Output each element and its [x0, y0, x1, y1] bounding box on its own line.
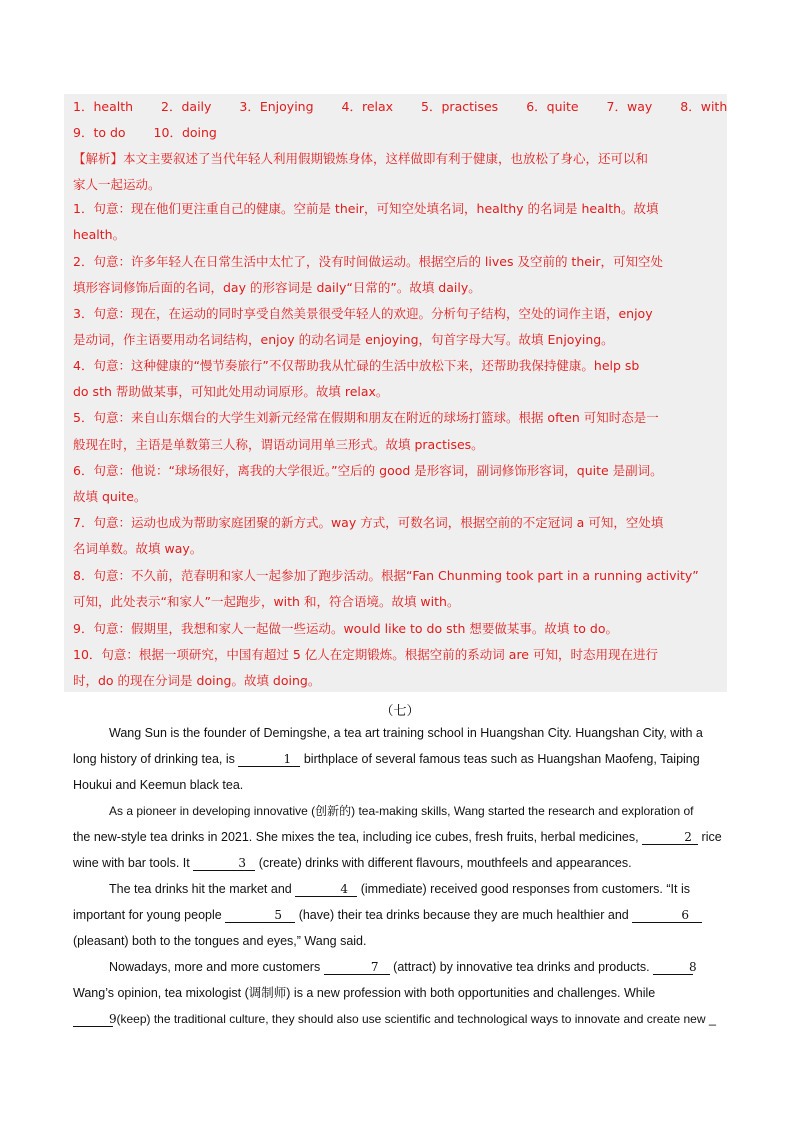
analysis-line: 【解析】本文主要叙述了当代年轻人利用假期锻炼身体，这样做即有利于健康，也放松了身心，还可以和: [73, 151, 649, 166]
blank-7[interactable]: 7: [324, 960, 390, 975]
answer-2: 2．daily: [161, 99, 212, 114]
paragraph-1: [73, 720, 733, 798]
passage-text: As a pioneer in developing innovative (创新的) tea-making skills, Wang started the research and exploration of: [109, 804, 694, 818]
passage-text: Houkui and Keemun black tea.: [73, 778, 244, 792]
paragraph-4: [73, 954, 733, 1032]
analysis-line: 是动词，作主语要用动名词结构，enjoy 的动名词是 enjoying，句首字母大写。故填 Enjoying。: [73, 332, 614, 347]
blank-3[interactable]: 3: [193, 856, 255, 871]
analysis-line: 3．句意：现在，在运动的同时享受自然美景很受年轻人的欢迎。分析句子结构，空处的词作主语，enjoy: [73, 306, 653, 321]
passage-text: (pleasant) both to the tongues and eyes,” Wang said.: [73, 934, 367, 948]
analysis-line: 6．句意：他说：“球场很好，离我的大学很近。”空后的 good 是形容词，副词修饰形容词，quite 是副词。: [73, 463, 663, 478]
passage-text: birthplace of several famous teas such as Huangshan Maofeng, Taiping: [303, 752, 700, 766]
passage-text: Nowadays, more and more customers: [109, 960, 321, 974]
blank-9[interactable]: 9: [73, 1012, 113, 1027]
analysis-line: 般现在时，主语是单数第三人称，谓语动词用单三形式。故填 practises。: [73, 437, 484, 452]
analysis-line: 9．句意：假期里，我想和家人一起做一些运动。would like to do sth 想要做某事。故填 to do。: [73, 621, 618, 636]
blank-8[interactable]: 8: [653, 960, 693, 975]
analysis-line: 家人一起运动。: [73, 177, 161, 192]
blank-6[interactable]: 6: [632, 908, 702, 923]
answer-4: 4．relax: [341, 99, 394, 114]
passage-text: _: [708, 1012, 716, 1026]
analysis-line: 1．句意：现在他们更注重自己的健康。空前是 their，可知空处填名词，healthy 的名词是 health。故填: [73, 201, 659, 216]
section-title: （七）: [380, 704, 420, 719]
analysis-line: 名词单数。故填 way。: [73, 541, 203, 556]
passage-text: The tea drinks hit the market and: [109, 882, 292, 896]
answer-9: 9．to do: [73, 125, 126, 140]
answer-5: 5．practises: [421, 99, 499, 114]
passage-text: the new-style tea drinks in 2021. She mixes the tea, including ice cubes, fresh fruits, herbal medicines,: [73, 830, 639, 844]
passage-text: important for young people: [73, 908, 222, 922]
passage-text: (have) their tea drinks because they are much healthier and: [298, 908, 629, 922]
analysis-line: 7．句意：运动也成为帮助家庭团聚的新方式。way 方式，可数名词，根据空前的不定冠词 a 可知，空处填: [73, 515, 664, 530]
answer-1: 1．health: [73, 99, 134, 114]
answer-3: 3．Enjoying: [239, 99, 314, 114]
analysis-line: 故填 quite。: [73, 489, 147, 504]
analysis-line: health。: [73, 227, 126, 242]
analysis-line: 填形容词修饰后面的名词，day 的形容词是 daily“日常的”。故填 daily。: [73, 280, 481, 295]
passage-text: (keep) the traditional culture, they should also use scientific and technological ways to innovate and create new: [116, 1012, 706, 1026]
analysis-line: 可知，此处表示“和家人”一起跑步，with 和，符合语境。故填 with。: [73, 594, 460, 609]
analysis-line: 10．句意：根据一项研究，中国有超过 5 亿人在定期锻炼。根据空前的系动词 are 可知，时态用现在进行: [73, 647, 658, 662]
passage-text: (attract) by innovative tea drinks and products.: [393, 960, 650, 974]
passage-text: long history of drinking tea, is: [73, 752, 235, 766]
analysis-line: 4．句意：这种健康的“慢节奏旅行”不仅帮助我从忙碌的生活中放松下来，还帮助我保持健康。help sb: [73, 358, 640, 373]
answer-8: 8．with: [680, 99, 728, 114]
passage-text: Wang Sun is the founder of Demingshe, a tea art training school in Huangshan City. Huangshan City, with a: [109, 726, 703, 740]
answer-6: 6．quite: [526, 99, 579, 114]
passage-text: rice: [701, 830, 722, 844]
passage-text: (create) drinks with different flavours, mouthfeels and appearances.: [258, 856, 632, 870]
analysis-line: 8．句意：不久前，范春明和家人一起参加了跑步活动。根据“Fan Chunming took part in a running activity”: [73, 568, 699, 583]
paragraph-3: [73, 876, 733, 954]
blank-1[interactable]: 1: [238, 752, 300, 767]
answer-7: 7．way: [606, 99, 653, 114]
blank-5[interactable]: 5: [225, 908, 295, 923]
analysis-line: 时，do 的现在分词是 doing。故填 doing。: [73, 673, 321, 688]
analysis-line: 2．句意：许多年轻人在日常生活中太忙了，没有时间做运动。根据空后的 lives 及空前的 their，可知空处: [73, 254, 664, 269]
blank-4[interactable]: 4: [295, 882, 357, 897]
passage-text: wine with bar tools. It: [73, 856, 190, 870]
blank-2[interactable]: 2: [642, 830, 698, 845]
answers-row-1: [73, 99, 727, 115]
answers-row-2: [73, 125, 217, 141]
passage-text: (immediate) received good responses from customers. “It is: [360, 882, 690, 896]
analysis-line: 5．句意：来自山东烟台的大学生刘新元经常在假期和朋友在附近的球场打篮球。根据 often 可知时态是一: [73, 410, 659, 425]
passage-text: Wang’s opinion, tea mixologist (调制师) is a new profession with both opportunities and challenges. While: [73, 986, 656, 1000]
analysis-line: do sth 帮助做某事，可知此处用动词原形。故填 relax。: [73, 384, 389, 399]
paragraph-2: [73, 798, 733, 876]
answer-10: 10．doing: [153, 125, 217, 140]
